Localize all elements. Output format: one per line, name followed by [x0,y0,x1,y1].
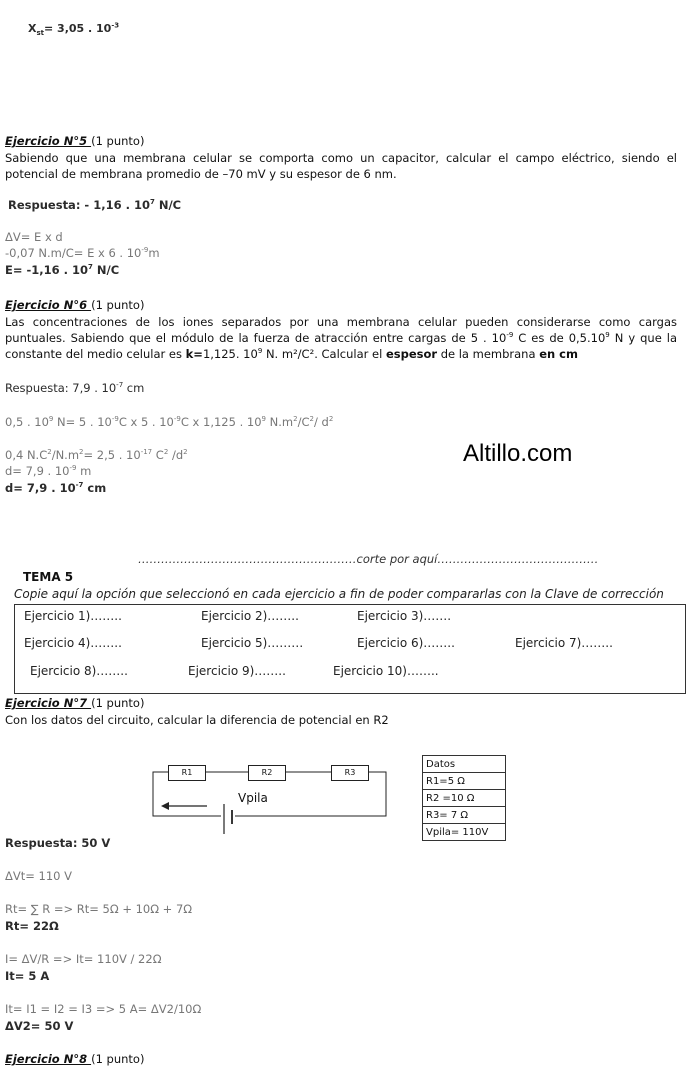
ex6-c1e4: 9 [261,415,267,424]
ex5-calc-2a: -0,07 N.m/C= E x 6 . 10 [5,246,142,260]
ex6-c3e: -9 [69,464,77,473]
ex6-c1f: N.m [266,415,294,429]
ex6-points: (1 punto) [91,298,145,312]
ex7-calc-7: ΔV2= 50 V [5,1019,74,1033]
copy-instruction: Copie aquí la opción que seleccionó en cada ejercicio a fin de poder compararlas con la Clave de corrección [14,587,664,601]
ex6-c2c: = 2,5 . 10 [83,448,141,462]
ex6-c1b: N= 5 . 10 [53,415,112,429]
ex6-answer-a: Respuesta: 7,9 . 10 [5,381,117,395]
brand-watermark: Altillo.com [463,440,573,467]
ex6-t4: k= [185,347,203,361]
answer-slot-5[interactable]: Ejercicio 5)……… [201,636,304,650]
ex7-points: (1 punto) [91,696,145,710]
ex5-calc-1: ΔV= E x d [5,230,63,244]
ex7-calc-5: It= 5 A [5,969,50,983]
ex5-heading [5,134,144,148]
cut-line: …………………………………………………corte por aquí…………………………………… [138,552,599,566]
ex5-calc-2b: m [148,246,160,260]
datos-r1: R1=5 Ω [423,773,506,790]
ex8-heading [5,1052,144,1066]
ex5-text: Sabiendo que una membrana celular se comporta como un capacitor, calcular el campo eléctrico, siendo el potencial de membrana promedio de –70 mV y su espesor de 6 nm. [5,151,677,181]
ex7-title: Ejercicio N°7 [5,696,92,710]
ex6-c3b: m [76,464,92,478]
answer-slot-1[interactable]: Ejercicio 1)…….. [24,609,122,623]
ex7-answer: Respuesta: 50 V [5,836,111,850]
ex7-calc-3: Rt= 22Ω [5,919,59,933]
answer-slot-6[interactable]: Ejercicio 6)…….. [357,636,455,650]
resistor-r1: R1 [168,765,206,781]
ex6-c1g: /C [297,415,310,429]
answer-slot-9[interactable]: Ejercicio 9)…….. [188,664,286,678]
ex5-calc-3-exp: 7 [88,263,93,272]
ex6-c1e1: 9 [48,415,54,424]
ex6-c2d: C [152,448,164,462]
ex6-calc-1 [5,415,333,429]
ex6-c4a: d= 7,9 . 10 [5,481,76,495]
ex5-answer-label: Respuesta: - 1,16 . 10 [8,198,150,212]
ex7-text: Con los datos del circuito, calcular la diferencia de potencial en R2 [5,713,389,727]
ex6-c4e: -7 [75,481,84,490]
ex6-c1e5: 2 [293,415,298,424]
ex8-title: Ejercicio N°8 [5,1052,92,1066]
ex6-c4b: cm [83,481,107,495]
current-arrow-icon [161,802,169,810]
xst-exponent: -3 [111,21,120,30]
ex6-t2: C es de 0,5.10 [513,331,606,345]
ex7-heading [5,696,144,710]
ex6-answer-exp: -7 [116,381,124,390]
tema-label: TEMA 5 [23,570,74,584]
ex8-points: (1 punto) [91,1052,145,1066]
datos-r2: R2 =10 Ω [423,790,506,807]
ex5-points: (1 punto) [91,134,145,148]
ex6-c1a: 0,5 . 10 [5,415,49,429]
ex5-calc-2-exp: -9 [141,246,149,255]
ex7-calc-2: Rt= ∑ R => Rt= 5Ω + 10Ω + 7Ω [5,902,193,916]
ex6-t1-exp: -9 [506,331,514,340]
ex6-t2-exp: 9 [605,331,610,340]
ex5-calc-3 [5,263,119,277]
datos-r3: R3= 7 Ω [423,807,506,824]
ex6-c1e7: 2 [328,415,334,424]
ex6-c2e1: 2 [47,448,52,457]
answer-slot-7[interactable]: Ejercicio 7)…….. [515,636,613,650]
xst-symbol: X [28,22,37,35]
ex6-c2b: /N.m [51,448,80,462]
answers-box [14,604,686,694]
answer-slot-3[interactable]: Ejercicio 3)……. [357,609,452,623]
ex6-c2e4: 2 [163,448,169,457]
ex6-answer [5,381,144,395]
resistor-r2: R2 [248,765,286,781]
ex6-t1: Las concentraciones de los iones separados por una membrana celular pueden considerarse como cargas puntuales. Sabiendo que el módulo de la fuerza de atracción entre cargas de 5 . 10 [5,315,677,345]
ex5-answer-unit: N/C [154,198,182,212]
ex5-calc-3a: E= -1,16 . 10 [5,263,89,277]
ex6-t5: 1,125. 10 [202,347,258,361]
ex5-calc-2 [5,246,160,260]
ex6-calc-4 [5,481,106,495]
ex6-t6: N. m²/C². Calcular el [262,347,386,361]
answer-slot-8[interactable]: Ejercicio 8)…….. [30,664,128,678]
resistor-r3: R3 [331,765,369,781]
datos-table [422,755,506,841]
xst-subscript: st [36,29,44,38]
ex6-c3a: d= 7,9 . 10 [5,464,70,478]
datos-vpila: Vpila= 110V [423,824,506,841]
ex5-answer [8,198,181,212]
answer-slot-4[interactable]: Ejercicio 4)…….. [24,636,122,650]
ex6-c1c: C x 5 . 10 [118,415,174,429]
ex6-t5-exp: 9 [257,347,263,356]
ex6-c1e6: 2 [309,415,314,424]
ex6-title: Ejercicio N°6 [5,298,92,312]
ex6-t8: de la membrana [437,347,540,361]
ex5-title: Ejercicio N°5 [5,134,92,148]
ex6-answer-b: cm [123,381,145,395]
xst-value: = 3,05 . 10 [44,22,112,35]
top-xst [28,21,120,38]
ex6-heading [5,298,144,312]
ex5-answer-exp: 7 [149,198,155,207]
ex6-c1d: C x 1,125 . 10 [180,415,262,429]
ex6-calc-3 [5,464,91,478]
ex6-t9: en cm [539,347,578,361]
ex6-c2f: /d [168,448,184,462]
ex6-c2e5: 2 [183,448,188,457]
ex6-c1h: / d [313,415,329,429]
ex6-c1e2: -9 [111,415,119,424]
ex6-calc-2 [5,448,188,462]
ex6-c1e3: -9 [173,415,181,424]
ex5-calc-3b: N/C [92,263,120,277]
ex6-c2e3: -17 [140,448,153,457]
ex6-t7: espesor [385,347,438,361]
ex6-t3: N y que la constante del medio celular es [5,331,678,361]
answer-slot-2[interactable]: Ejercicio 2)…….. [201,609,299,623]
ex6-text [5,314,677,362]
ex7-calc-1: ΔVt= 110 V [5,869,73,883]
vpila-label: Vpila [238,791,268,805]
answer-slot-10[interactable]: Ejercicio 10)…….. [333,664,439,678]
ex7-calc-6: It= I1 = I2 = I3 => 5 A= ΔV2/10Ω [5,1002,202,1016]
ex7-calc-4: I= ΔV/R => It= 110V / 22Ω [5,952,162,966]
datos-header: Datos [423,756,506,773]
ex6-c2a: 0,4 N.C [5,448,48,462]
ex6-c2e2: 2 [79,448,84,457]
